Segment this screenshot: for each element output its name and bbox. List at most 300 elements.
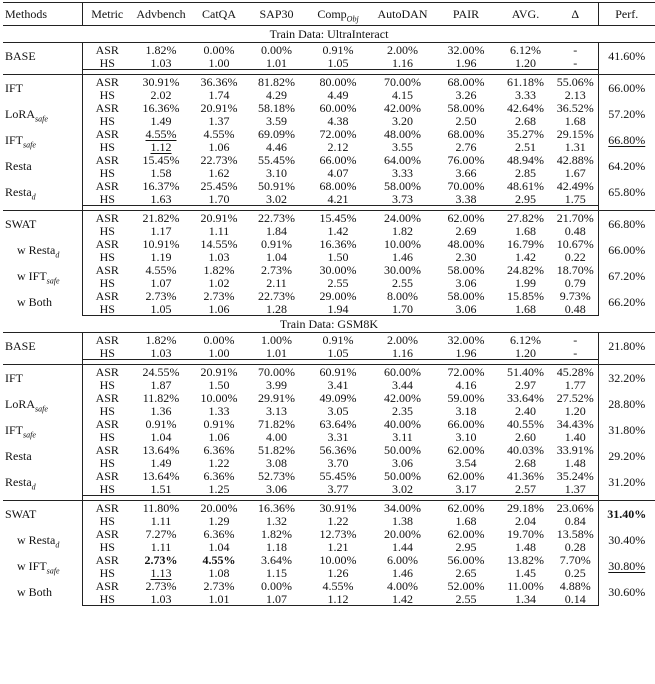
method-name xyxy=(3,579,82,606)
value-cell: 4.55% xyxy=(203,126,235,141)
value-cell: 1.29 xyxy=(208,513,230,528)
value-cell: 0.00% xyxy=(190,333,248,347)
value-cell: 2.73% xyxy=(261,262,292,277)
method-name-label: Resta xyxy=(5,159,32,173)
perf-cell: 66.80% xyxy=(598,211,655,238)
value-cell: 20.91% xyxy=(190,211,248,225)
metric-label: ASR xyxy=(95,552,119,567)
metric-label: ASR xyxy=(82,365,132,379)
value-cell: 58.00% xyxy=(384,178,421,193)
method-subscript: safe xyxy=(23,430,36,440)
value-cell: 1.48 xyxy=(564,455,586,470)
column-header-label: PAIR xyxy=(452,7,480,21)
value-cell: 35.24% xyxy=(556,468,594,483)
value-cell: 3.26 xyxy=(455,87,477,102)
metric-label: HS xyxy=(82,592,132,606)
value-cell: 2.55 xyxy=(327,275,349,290)
table-row xyxy=(3,302,655,316)
value-cell: 1.20 xyxy=(498,346,553,360)
value-cell: 70.00% xyxy=(248,365,305,379)
value-cell: 29.18% xyxy=(498,501,553,515)
value-cell: 10.00% xyxy=(319,552,357,567)
method-subscript: safe xyxy=(46,566,60,576)
value-cell: 62.00% xyxy=(447,442,485,457)
value-cell: 1.20 xyxy=(564,403,586,418)
value-cell: 69.09% xyxy=(258,126,295,141)
value-cell: 1.03 xyxy=(208,249,230,264)
value-cell: 1.04 xyxy=(150,429,172,444)
table-row xyxy=(3,579,655,592)
metric-label: ASR xyxy=(95,526,119,541)
value-cell: 55.06% xyxy=(553,75,598,89)
value-cell: 1.11 xyxy=(150,513,172,528)
value-cell: 1.37 xyxy=(208,113,230,128)
value-cell: 4.88% xyxy=(559,578,591,593)
value-cell: 1.82% xyxy=(261,526,292,541)
section-caption-row xyxy=(3,26,655,43)
value-cell: 1.01 xyxy=(248,56,305,70)
value-cell: 29.91% xyxy=(258,390,295,405)
metric-label: HS xyxy=(82,192,132,206)
value-cell: 15.85% xyxy=(507,288,544,303)
table-row xyxy=(3,456,655,469)
method-name xyxy=(3,333,82,360)
method-name-label: BASE xyxy=(5,49,36,64)
metric-label: ASR xyxy=(95,442,119,457)
perf-cell: 31.20% xyxy=(598,469,655,496)
value-cell: 1.26 xyxy=(327,565,349,580)
value-cell: 3.10 xyxy=(455,429,477,444)
perf-cell: 31.80% xyxy=(598,417,655,443)
value-cell: 29.15% xyxy=(556,126,594,141)
table-row xyxy=(3,88,655,101)
table-row xyxy=(3,527,655,540)
method-subscript: safe xyxy=(46,276,60,286)
value-cell: 40.03% xyxy=(507,442,544,457)
value-cell: 1.87 xyxy=(150,377,172,392)
value-cell: 1.17 xyxy=(150,223,172,238)
perf-cell: 57.20% xyxy=(598,101,655,127)
value-cell: 55.45% xyxy=(258,152,295,167)
value-cell: 1.01 xyxy=(248,346,305,360)
value-cell: 1.46 xyxy=(392,565,413,580)
value-cell: 1.05 xyxy=(305,346,371,360)
table-row xyxy=(3,540,655,553)
method-name-label: IFT xyxy=(5,133,23,147)
metric-label: ASR xyxy=(82,501,132,515)
table-row xyxy=(3,417,655,430)
value-cell: 1.28 xyxy=(248,302,305,316)
value-cell: 0.91% xyxy=(203,416,235,431)
value-cell: 0.00% xyxy=(190,43,248,57)
value-cell: 1.06 xyxy=(208,429,230,444)
table-row xyxy=(3,179,655,192)
value-cell: 1.25 xyxy=(190,482,248,496)
table-row xyxy=(3,501,655,515)
table-row xyxy=(3,153,655,166)
value-cell: 4.15 xyxy=(392,87,413,102)
value-cell: 48.00% xyxy=(447,236,485,251)
metric-label: HS xyxy=(99,223,115,238)
table-row xyxy=(3,430,655,443)
value-cell: 12.73% xyxy=(319,526,357,541)
value-cell: 1.45 xyxy=(515,565,536,580)
method-name-label: Resta xyxy=(5,185,32,200)
value-cell: 3.06 xyxy=(392,455,413,470)
value-cell: 1.70 xyxy=(190,192,248,206)
method-name xyxy=(3,237,82,263)
value-cell: 3.17 xyxy=(434,482,498,496)
column-header-label: Advbench xyxy=(136,7,186,21)
column-header xyxy=(3,3,82,26)
perf-cell: 66.00% xyxy=(598,75,655,102)
value-cell: 3.64% xyxy=(261,552,292,567)
value-cell: 3.20 xyxy=(392,113,413,128)
value-cell: 58.00% xyxy=(447,288,485,303)
value-cell: 1.99 xyxy=(515,275,536,290)
value-cell: 1.31 xyxy=(564,139,586,154)
table-row xyxy=(3,263,655,276)
value-cell: 1.51 xyxy=(132,482,190,496)
value-cell: 60.00% xyxy=(319,100,357,115)
value-cell: 1.96 xyxy=(434,346,498,360)
value-cell: 4.49 xyxy=(327,87,349,102)
value-cell: 22.73% xyxy=(258,288,295,303)
perf-cell: 32.20% xyxy=(598,365,655,392)
value-cell: 3.44 xyxy=(392,377,413,392)
value-cell: 1.50 xyxy=(327,249,349,264)
value-cell: 3.38 xyxy=(434,192,498,206)
table-row xyxy=(3,114,655,127)
table-row xyxy=(3,237,655,250)
value-cell: 1.77 xyxy=(564,377,586,392)
value-cell: 52.00% xyxy=(447,578,485,593)
value-cell: 1.68 xyxy=(515,223,536,238)
perf-cell: 29.20% xyxy=(598,443,655,469)
value-cell: 2.69 xyxy=(455,223,477,238)
value-cell: 20.91% xyxy=(200,100,238,115)
value-cell: 30.00% xyxy=(384,262,421,277)
value-cell: 1.49 xyxy=(150,113,172,128)
perf-cell: 66.00% xyxy=(598,237,655,263)
value-cell: 2.11 xyxy=(266,275,287,290)
metric-label: HS xyxy=(99,565,115,580)
metric-label: ASR xyxy=(82,333,132,347)
table-row xyxy=(3,333,655,347)
value-cell: 4.38 xyxy=(327,113,349,128)
method-subscript: safe xyxy=(35,404,48,414)
table-row xyxy=(3,404,655,417)
value-cell: 22.73% xyxy=(200,152,238,167)
metric-label: ASR xyxy=(95,262,119,277)
perf-cell: 67.20% xyxy=(598,263,655,289)
value-cell: 1.21 xyxy=(327,539,349,554)
table-row xyxy=(3,514,655,527)
column-header xyxy=(598,3,655,26)
method-subscript: safe xyxy=(23,140,36,150)
value-cell: 0.14 xyxy=(553,592,598,606)
value-cell: 3.06 xyxy=(455,275,477,290)
value-cell: 13.64% xyxy=(142,468,180,483)
method-name-label: SWAT xyxy=(5,507,37,521)
metric-label: HS xyxy=(99,429,115,444)
value-cell: 2.73% xyxy=(145,578,177,593)
value-cell: 0.91% xyxy=(145,416,177,431)
value-cell: 62.00% xyxy=(447,468,485,483)
value-cell: 59.00% xyxy=(447,390,485,405)
value-cell: 0.91% xyxy=(305,333,371,347)
value-cell: 32.00% xyxy=(434,43,498,57)
value-cell: 6.00% xyxy=(387,552,418,567)
value-cell: 1.00 xyxy=(190,56,248,70)
value-cell: 2.02 xyxy=(150,87,172,102)
value-cell: 11.82% xyxy=(142,390,180,405)
column-header xyxy=(248,3,305,26)
value-cell: 2.95 xyxy=(498,192,553,206)
method-name-label: LoRA xyxy=(5,397,35,411)
value-cell: 16.37% xyxy=(142,178,180,193)
value-cell: 4.55% xyxy=(145,126,177,141)
value-cell: 1.33 xyxy=(208,403,230,418)
perf-cell: 41.60% xyxy=(598,43,655,70)
table-row xyxy=(3,346,655,360)
value-cell: 1.20 xyxy=(498,56,553,70)
value-cell: 1.34 xyxy=(498,592,553,606)
value-cell: 81.82% xyxy=(248,75,305,89)
value-cell: 21.70% xyxy=(553,211,598,225)
perf-cell: 66.20% xyxy=(598,289,655,316)
perf-cell: 64.20% xyxy=(598,153,655,179)
value-cell: 58.00% xyxy=(447,100,485,115)
value-cell: 4.46 xyxy=(266,139,287,154)
value-cell: 1.82% xyxy=(203,262,235,277)
method-name xyxy=(3,417,82,443)
value-cell: 1.75 xyxy=(553,192,598,206)
value-cell: 60.91% xyxy=(305,365,371,379)
value-cell: 1.68 xyxy=(455,513,477,528)
value-cell: 2.97 xyxy=(515,377,536,392)
table-row xyxy=(3,127,655,140)
value-cell: 10.00% xyxy=(384,236,421,251)
value-cell: 1.05 xyxy=(132,302,190,316)
value-cell: 0.25 xyxy=(564,565,586,580)
table-row xyxy=(3,140,655,153)
table-row xyxy=(3,75,655,89)
value-cell: 1.03 xyxy=(132,346,190,360)
metric-label: HS xyxy=(82,346,132,360)
method-subscript: safe xyxy=(35,114,48,124)
value-cell: 1.22 xyxy=(327,513,349,528)
value-cell: 1.46 xyxy=(392,249,413,264)
value-cell: - xyxy=(553,56,598,70)
value-cell: 1.16 xyxy=(371,346,434,360)
value-cell: 18.70% xyxy=(556,262,594,277)
value-cell: 2.57 xyxy=(498,482,553,496)
value-cell: 6.36% xyxy=(203,442,235,457)
value-cell: 4.21 xyxy=(305,192,371,206)
value-cell: 16.79% xyxy=(507,236,544,251)
metric-label: ASR xyxy=(95,416,119,431)
value-cell: 1.36 xyxy=(150,403,172,418)
value-cell: 68.00% xyxy=(447,126,485,141)
method-name xyxy=(3,469,82,496)
method-name xyxy=(3,443,82,469)
value-cell: 27.52% xyxy=(556,390,594,405)
value-cell: 1.48 xyxy=(515,539,536,554)
value-cell: 68.00% xyxy=(434,75,498,89)
value-cell: 1.05 xyxy=(305,56,371,70)
value-cell: 33.91% xyxy=(556,442,594,457)
value-cell: 1.11 xyxy=(150,539,172,554)
value-cell: 24.55% xyxy=(132,365,190,379)
value-cell: - xyxy=(553,333,598,347)
method-name xyxy=(3,263,82,289)
value-cell: 1.62 xyxy=(208,165,230,180)
value-cell: 1.06 xyxy=(208,139,230,154)
table-row xyxy=(3,43,655,57)
value-cell: 13.82% xyxy=(507,552,544,567)
method-name-label: w Resta xyxy=(17,533,56,547)
value-cell: 2.73% xyxy=(203,578,235,593)
table-row xyxy=(3,101,655,114)
value-cell: 34.43% xyxy=(556,416,594,431)
method-name-label: IFT xyxy=(5,371,23,385)
column-header xyxy=(371,3,434,26)
metric-label: HS xyxy=(99,139,115,154)
method-name-label: SWAT xyxy=(5,217,37,231)
value-cell: 1.49 xyxy=(150,455,172,470)
method-name-label: w Both xyxy=(17,585,53,600)
value-cell: 1.37 xyxy=(553,482,598,496)
value-cell: 20.00% xyxy=(190,501,248,515)
value-cell: 16.36% xyxy=(142,100,180,115)
table-row xyxy=(3,224,655,237)
method-name xyxy=(3,501,82,528)
column-header xyxy=(82,3,132,26)
value-cell: 24.82% xyxy=(507,262,544,277)
value-cell: 68.00% xyxy=(319,178,357,193)
value-cell: 2.68 xyxy=(515,455,536,470)
value-cell: 1.44 xyxy=(392,539,413,554)
value-cell: 16.36% xyxy=(248,501,305,515)
value-cell: 29.00% xyxy=(319,288,357,303)
value-cell: 1.68 xyxy=(564,113,586,128)
metric-label: ASR xyxy=(95,578,119,593)
column-header-label: Methods xyxy=(5,7,47,21)
value-cell: 40.55% xyxy=(507,416,544,431)
value-cell: 3.10 xyxy=(266,165,287,180)
value-cell: 1.04 xyxy=(266,249,287,264)
metric-label: ASR xyxy=(95,126,119,141)
results-table xyxy=(3,2,655,606)
metric-label: ASR xyxy=(95,288,119,303)
value-cell: 2.50 xyxy=(455,113,477,128)
value-cell: 71.82% xyxy=(258,416,295,431)
method-name-label: Resta xyxy=(5,475,32,490)
value-cell: 48.94% xyxy=(507,152,544,167)
value-cell: 3.55 xyxy=(392,139,413,154)
value-cell: 76.00% xyxy=(447,152,485,167)
value-cell: 2.73% xyxy=(145,288,177,303)
value-cell: 58.18% xyxy=(258,100,295,115)
method-subscript: d xyxy=(55,250,60,260)
value-cell: 35.27% xyxy=(507,126,544,141)
value-cell: 3.31 xyxy=(327,429,349,444)
table-row xyxy=(3,166,655,179)
metric-label: HS xyxy=(99,87,115,102)
value-cell: 41.36% xyxy=(507,468,544,483)
value-cell: - xyxy=(553,346,598,360)
value-cell: 2.13 xyxy=(564,87,586,102)
value-cell: 3.11 xyxy=(392,429,413,444)
metric-label: HS xyxy=(99,455,115,470)
value-cell: 25.45% xyxy=(200,178,238,193)
perf-cell: 30.40% xyxy=(598,527,655,553)
value-cell: 52.73% xyxy=(258,468,295,483)
value-cell: 42.88% xyxy=(556,152,594,167)
value-cell: 1.12 xyxy=(305,592,371,606)
value-cell: 80.00% xyxy=(305,75,371,89)
value-cell: 0.22 xyxy=(564,249,586,264)
value-cell: 72.00% xyxy=(319,126,357,141)
column-header-label: Comp xyxy=(317,7,347,21)
value-cell: 1.38 xyxy=(392,513,413,528)
value-cell: 3.06 xyxy=(434,302,498,316)
value-cell: 4.55% xyxy=(145,262,177,277)
method-name xyxy=(3,391,82,417)
value-cell: 70.00% xyxy=(371,75,434,89)
column-header-label: Perf. xyxy=(615,7,639,21)
column-header xyxy=(305,3,371,26)
method-subscript: d xyxy=(55,540,60,550)
method-name-label: w IFT xyxy=(17,559,47,573)
value-cell: 3.18 xyxy=(455,403,477,418)
metric-label: HS xyxy=(99,377,115,392)
value-cell: 3.08 xyxy=(266,455,287,470)
table-row xyxy=(3,443,655,456)
method-name xyxy=(3,75,82,102)
value-cell: 2.12 xyxy=(327,139,349,154)
value-cell: 1.12 xyxy=(150,139,172,154)
column-header xyxy=(132,3,190,26)
value-cell: 20.91% xyxy=(190,365,248,379)
value-cell: 3.06 xyxy=(248,482,305,496)
method-name xyxy=(3,127,82,153)
value-cell: 0.84 xyxy=(564,513,586,528)
value-cell: 2.68 xyxy=(515,113,536,128)
value-cell: 10.91% xyxy=(142,236,180,251)
value-cell: 63.64% xyxy=(319,416,357,431)
value-cell: 66.00% xyxy=(447,416,485,431)
value-cell: 16.36% xyxy=(319,236,357,251)
value-cell: 60.00% xyxy=(371,365,434,379)
metric-label: ASR xyxy=(82,43,132,57)
value-cell: 1.06 xyxy=(190,302,248,316)
value-cell: 3.33 xyxy=(515,87,536,102)
value-cell: 7.27% xyxy=(145,526,177,541)
value-cell: 30.00% xyxy=(319,262,357,277)
value-cell: 1.70 xyxy=(371,302,434,316)
value-cell: 1.40 xyxy=(564,429,586,444)
value-cell: 1.82% xyxy=(132,43,190,57)
value-cell: 1.03 xyxy=(132,592,190,606)
value-cell: 4.00 xyxy=(266,429,287,444)
value-cell: 2.00% xyxy=(371,333,434,347)
value-cell: 1.82% xyxy=(132,333,190,347)
value-cell: 58.00% xyxy=(447,262,485,277)
value-cell: 51.82% xyxy=(258,442,295,457)
perf-cell: 30.60% xyxy=(598,579,655,606)
